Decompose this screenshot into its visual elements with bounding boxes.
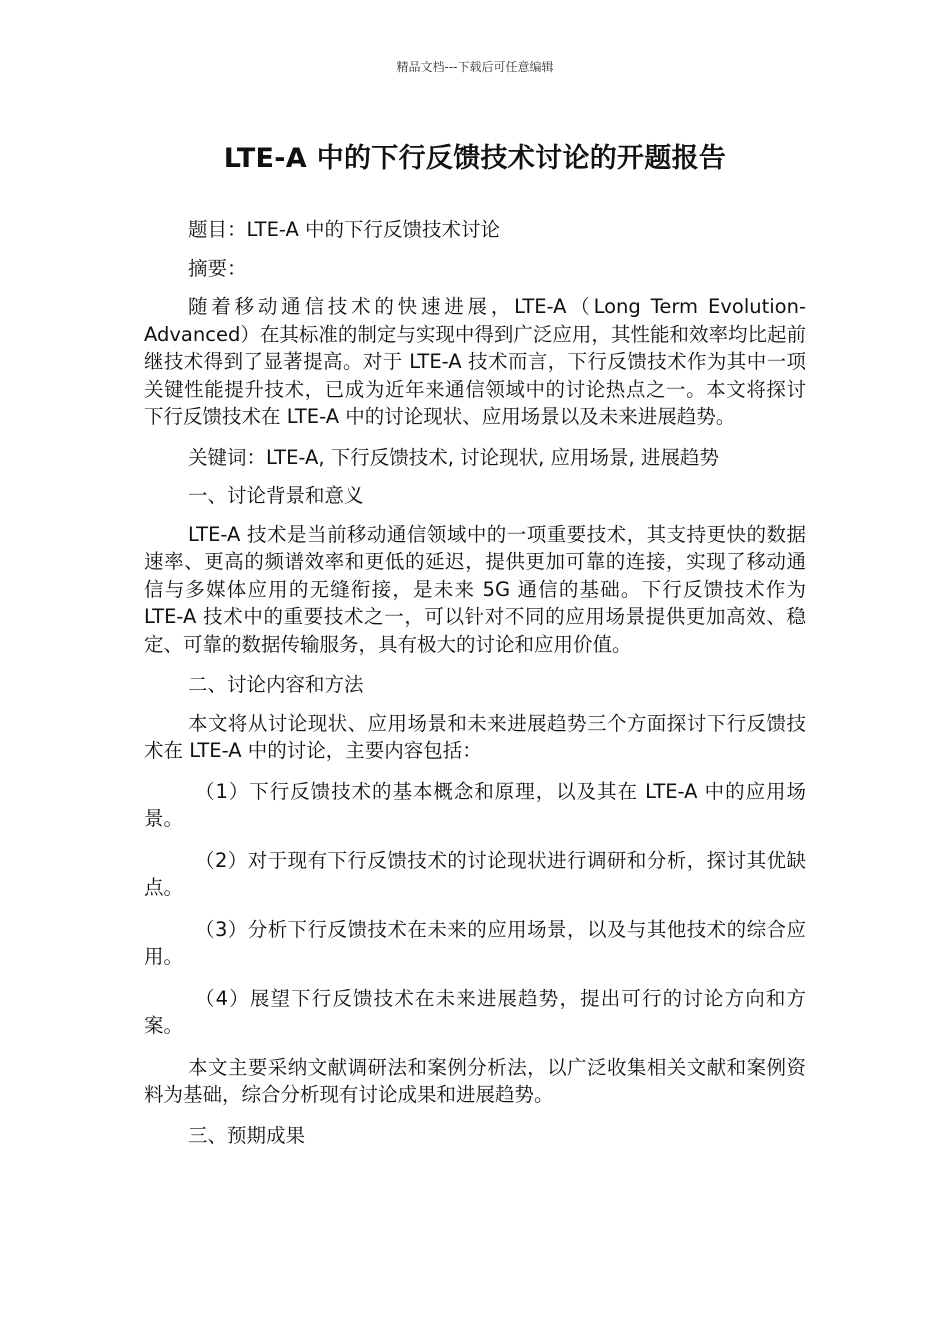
header-note: 精品文档---下载后可任意编辑 (396, 60, 554, 74)
abstract-label: 摘要： (188, 256, 247, 280)
document-title: LTE-A 中的下行反馈技术讨论的开题报告 (223, 143, 727, 174)
list-item-3: （3）分析下行反馈技术在未来的应用场景，以及与其他技术的综合应用。 (144, 917, 806, 968)
keywords-line: 关键词：LTE-A, 下行反馈技术, 讨论现状, 应用场景, 进展趋势 (188, 445, 719, 469)
background-paragraph: LTE-A 技术是当前移动通信领域中的一项重要技术，其支持更快的数据速率、更高的频谱效率和更低的延迟，提供更加可靠的连接，实现了移动通信与多媒体应用的无缝衔接，是未来 5G 通信的基础。下行反馈技术作为 LTE-A 技术中的重要技术之一，可以针对不同的应用场景提供更加高效、稳定、可靠的数据传输服务，具有极大的讨论和应用价值。 (144, 522, 806, 656)
subject-line: 题目：LTE-A 中的下行反馈技术讨论 (188, 218, 501, 241)
document-body (144, 216, 806, 1160)
content-intro-paragraph: 本文将从讨论现状、应用场景和未来进展趋势三个方面探讨下行反馈技术在 LTE-A 中的讨论，主要内容包括： (144, 711, 806, 762)
abstract-paragraph: 随着移动通信技术的快速进展，LTE-A（Long Term Evolution-Advanced）在其标准的制定与实现中得到广泛应用，其性能和效率均比起前继技术得到了显著提高。对于 LTE-A 技术而言，下行反馈技术作为其中一项关键性能提升技术，已成为近年来通信领域中的讨论热点之一。本文将探讨下行反馈技术在 LTE-A 中的讨论现状、应用场景以及未来进展趋势。 (144, 295, 806, 428)
list-item-1: （1）下行反馈技术的基本概念和原理，以及其在 LTE-A 中的应用场景。 (144, 779, 806, 830)
method-paragraph: 本文主要采纳文献调研法和案例分析法，以广泛收集相关文献和案例资料为基础，综合分析现有讨论成果和进展趋势。 (144, 1055, 806, 1106)
list-item-4: （4）展望下行反馈技术在未来进展趋势，提出可行的讨论方向和方案。 (144, 986, 806, 1037)
list-item-2: （2）对于现有下行反馈技术的讨论现状进行调研和分析，探讨其优缺点。 (144, 848, 806, 899)
section-heading-background: 一、讨论背景和意义 (188, 484, 364, 507)
section-heading-content-methods: 二、讨论内容和方法 (188, 673, 364, 696)
section-heading-expected-results: 三、预期成果 (188, 1123, 306, 1147)
